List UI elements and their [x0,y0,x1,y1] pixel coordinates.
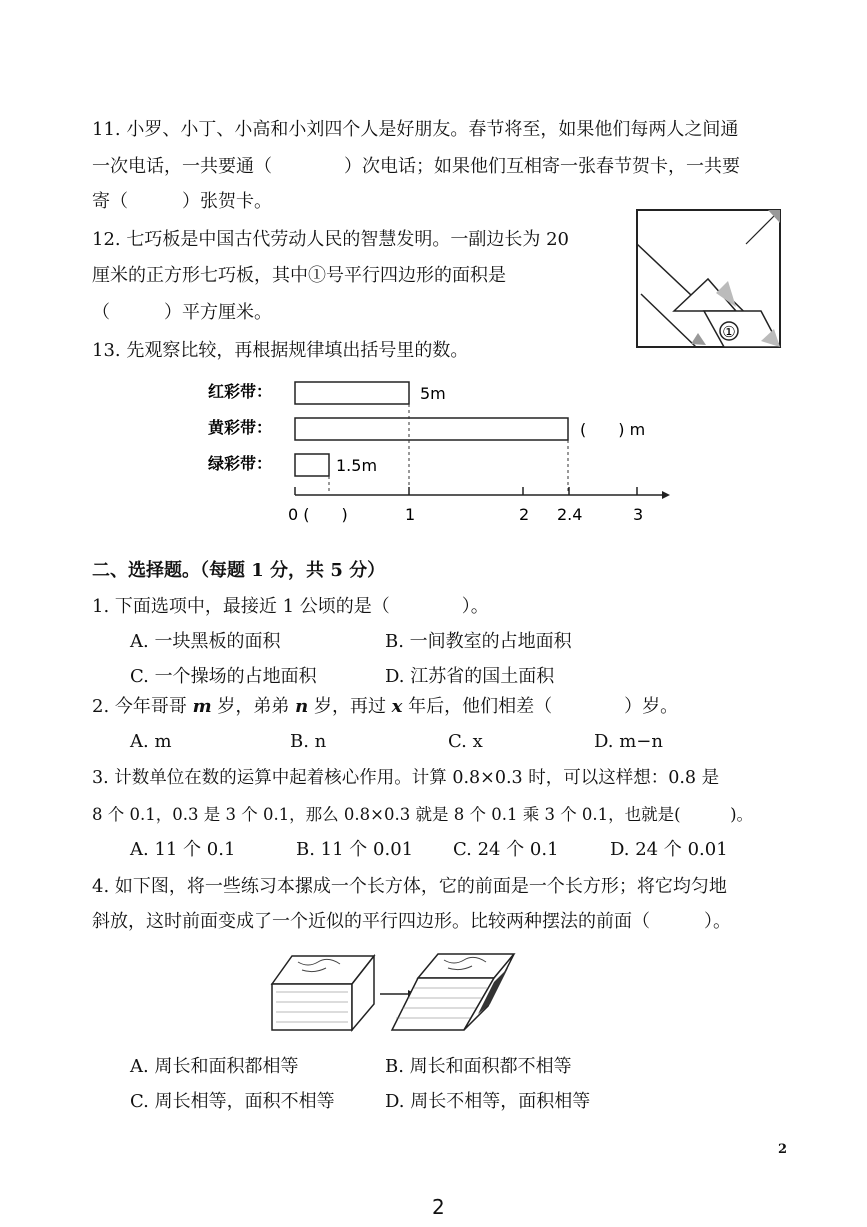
c2-option-d: D. m−n [594,731,663,752]
q11-line-2: 一次电话，一共要通（ ）次电话；如果他们互相寄一张春节贺卡，一共要 [92,156,740,177]
c1-option-d: D. 江苏省的国土面积 [385,666,555,687]
var-x: x [391,696,403,717]
c2-option-b: B. n [290,731,327,752]
red-ribbon-length: 5m [420,384,446,403]
yellow-ribbon-label: 黄彩带： [208,418,273,437]
c2-option-a: A. m [130,731,172,752]
q11-line-3: 寄（ ）张贺卡。 [92,191,272,212]
red-ribbon-bar [295,382,409,404]
c3-line-1: 3. 计数单位在数的运算中起着核心作用。计算 0.8×0.3 时，可以这样想：0.8 是 [92,768,720,788]
q12-line-1: 12. 七巧板是中国古代劳动人民的智慧发明。一副边长为 20 [92,229,569,250]
tick-label-0: 0 ( ) [288,505,348,524]
c1-option-a: A. 一块黑板的面积 [130,631,281,652]
tick-label-1: 1 [405,505,416,524]
tick-label-2: 2 [519,505,530,524]
c4-line-1: 4. 如下图，将一些练习本摞成一个长方体，它的前面是一个长方形；将它均匀地 [92,876,727,897]
q13-line-1: 13. 先观察比较，再根据规律填出括号里的数。 [92,340,469,361]
c4-line-2: 斜放，这时前面变成了一个近似的平行四边形。比较两种摆法的前面（ ）。 [92,911,731,932]
page-number-bottom: 2 [432,1195,445,1219]
ribbon-diagram [200,375,680,525]
c1-stem: 1. 下面选项中，最接近 1 公顷的是（ ）。 [92,596,489,617]
tick-label-4: 3 [633,505,644,524]
var-m: m [192,696,212,717]
q12-line-2: 厘米的正方形七巧板，其中①号平行四边形的面积是 [92,265,506,286]
q12-line-3: （ ）平方厘米。 [92,302,272,323]
tangram-figure [636,209,782,349]
c1-option-c: C. 一个操场的占地面积 [130,666,317,687]
green-ribbon-length: 1.5m [336,456,378,475]
yellow-ribbon-bar [295,418,568,440]
section-2-title: 二、选择题。（每题 1 分，共 5 分） [92,560,386,581]
green-ribbon-bar [295,454,329,476]
figure-label-1: ① [722,323,736,341]
red-ribbon-label: 红彩带： [208,382,273,401]
c1-option-b: B. 一间教室的占地面积 [385,631,572,652]
c4-option-d: D. 周长不相等，面积相等 [385,1091,591,1112]
c4-option-b: B. 周长和面积都不相等 [385,1056,572,1077]
c4-option-c: C. 周长相等，面积不相等 [130,1091,335,1112]
c3-option-c: C. 24 个 0.1 [453,839,559,860]
c2-stem: 2. 今年哥哥 m 岁，弟弟 n 岁，再过 x 年后，他们相差（ ）岁。 [92,696,679,717]
c3-option-b: B. 11 个 0.01 [296,839,414,860]
q11-line-1: 11. 小罗、小丁、小高和小刘四个人是好朋友。春节将至，如果他们每两人之间通 [92,119,739,140]
c3-option-a: A. 11 个 0.1 [130,839,236,860]
yellow-ribbon-length: ( ) m [580,420,646,439]
c3-option-d: D. 24 个 0.01 [610,839,728,860]
notebook-stack-figure [268,952,528,1036]
tick-label-3: 2.4 [557,505,583,524]
page-number-corner: 2 [778,1142,788,1157]
c3-line-2: 8 个 0.1，0.3 是 3 个 0.1，那么 0.8×0.3 就是 8 个 0.1 乘 3 个 0.1，也就是( )。 [92,805,754,824]
var-n: n [295,696,309,717]
green-ribbon-label: 绿彩带： [208,454,273,473]
c2-option-c: C. x [448,731,483,752]
c4-option-a: A. 周长和面积都相等 [130,1056,299,1077]
